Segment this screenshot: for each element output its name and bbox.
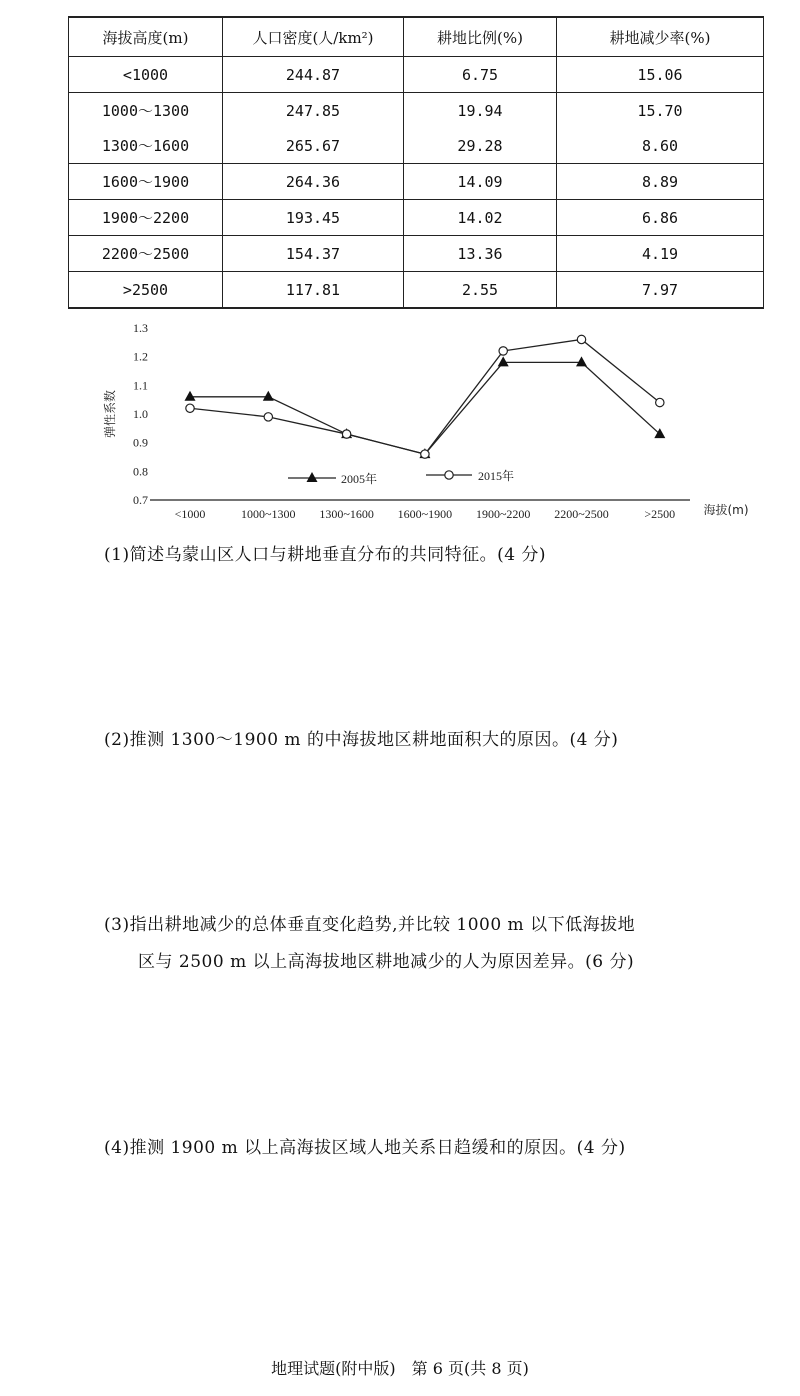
table-header-row <box>69 17 764 57</box>
data-point-2005 <box>263 391 274 401</box>
cell-decrease: 8.89 <box>557 164 764 200</box>
data-point-2005 <box>654 428 665 438</box>
question-3-line-2: 区与 2500 m 以上高海拔地区耕地减少的人为原因差异。(6 分) <box>138 952 635 972</box>
question-2: (2)推测 1300～1900 m 的中海拔地区耕地面积大的原因。(4 分) <box>104 730 619 750</box>
cell-ratio: 6.75 <box>404 57 557 93</box>
data-point-2015 <box>499 347 507 355</box>
cell-ratio: 19.94 <box>404 93 557 129</box>
cell-ratio: 14.09 <box>404 164 557 200</box>
legend-label-2015: 2015年 <box>478 469 515 483</box>
elasticity-line-chart <box>100 318 760 528</box>
x-tick-label: 1900~2200 <box>475 507 531 521</box>
data-point-2015 <box>577 335 585 343</box>
cell-altitude: 1300～1600 <box>69 128 223 164</box>
header-farmland-ratio: 耕地比例(%) <box>404 17 557 57</box>
x-axis-label: 海拔(m) <box>703 503 749 517</box>
cell-ratio: 13.36 <box>404 236 557 272</box>
data-point-2005 <box>185 391 196 401</box>
cell-altitude: 2200～2500 <box>69 236 223 272</box>
y-tick-label: 0.7 <box>133 493 148 507</box>
cell-density: 264.36 <box>223 164 404 200</box>
y-axis-label: 弹性系数 <box>103 389 117 439</box>
header-population-density: 人口密度(人/km²) <box>223 17 404 57</box>
table-row <box>69 236 764 272</box>
y-tick-label: 1.3 <box>133 321 148 335</box>
x-tick-label: 1000~1300 <box>241 507 296 521</box>
question-3-line-1: (3)指出耕地减少的总体垂直变化趋势,并比较 1000 m 以下低海拔地 <box>104 915 636 935</box>
x-tick-label: 1300~1600 <box>319 507 374 521</box>
legend-marker-2015 <box>445 471 453 479</box>
data-point-2005 <box>498 356 509 366</box>
cell-altitude: >2500 <box>69 272 223 309</box>
header-farmland-decrease-rate: 耕地减少率(%) <box>557 17 764 57</box>
table-row <box>69 164 764 200</box>
data-point-2005 <box>576 356 587 366</box>
table-row <box>69 128 764 164</box>
data-point-2015 <box>342 430 350 438</box>
page-footer: 地理试题(附中版) 第 6 页(共 8 页) <box>271 1359 529 1378</box>
cell-density: 154.37 <box>223 236 404 272</box>
cell-density: 193.45 <box>223 200 404 236</box>
y-tick-label: 1.1 <box>133 378 148 393</box>
x-tick-label: 2200~2500 <box>554 507 609 521</box>
data-point-2015 <box>264 413 272 421</box>
cell-decrease: 7.97 <box>557 272 764 309</box>
data-point-2015 <box>656 398 664 406</box>
series-line-2005年 <box>190 362 660 454</box>
cell-decrease: 8.60 <box>557 128 764 164</box>
legend-label-2005: 2005年 <box>341 472 378 486</box>
cell-altitude: 1600～1900 <box>69 164 223 200</box>
data-point-2015 <box>186 404 194 412</box>
y-tick-label: 0.9 <box>133 435 148 450</box>
cell-decrease: 6.86 <box>557 200 764 236</box>
cell-altitude: <1000 <box>69 57 223 93</box>
cell-ratio: 29.28 <box>404 128 557 164</box>
y-tick-label: 1.0 <box>133 407 148 421</box>
question-4: (4)推测 1900 m 以上高海拔区域人地关系日趋缓和的原因。(4 分) <box>104 1138 626 1158</box>
legend-marker-2005 <box>307 472 318 482</box>
table-row <box>69 57 764 93</box>
data-table <box>68 16 764 309</box>
cell-density: 244.87 <box>223 57 404 93</box>
cell-density: 265.67 <box>223 128 404 164</box>
y-tick-label: 0.8 <box>133 464 148 479</box>
x-tick-label: 1600~1900 <box>397 507 453 521</box>
cell-decrease: 15.06 <box>557 57 764 93</box>
y-tick-label: 1.2 <box>133 349 148 364</box>
cell-altitude: 1900～2200 <box>69 200 223 236</box>
data-point-2015 <box>421 450 429 458</box>
cell-decrease: 4.19 <box>557 236 764 272</box>
table-row <box>69 200 764 236</box>
question-1: (1)简述乌蒙山区人口与耕地垂直分布的共同特征。(4 分) <box>104 545 547 565</box>
cell-density: 247.85 <box>223 93 404 129</box>
cell-altitude: 1000～1300 <box>69 93 223 129</box>
x-tick-label: <1000 <box>174 507 206 521</box>
cell-density: 117.81 <box>223 272 404 309</box>
cell-ratio: 14.02 <box>404 200 557 236</box>
x-tick-label: >2500 <box>644 507 676 521</box>
table-row <box>69 272 764 309</box>
cell-decrease: 15.70 <box>557 93 764 129</box>
header-altitude: 海拔高度(m) <box>69 17 223 57</box>
table-row <box>69 93 764 129</box>
cell-ratio: 2.55 <box>404 272 557 309</box>
